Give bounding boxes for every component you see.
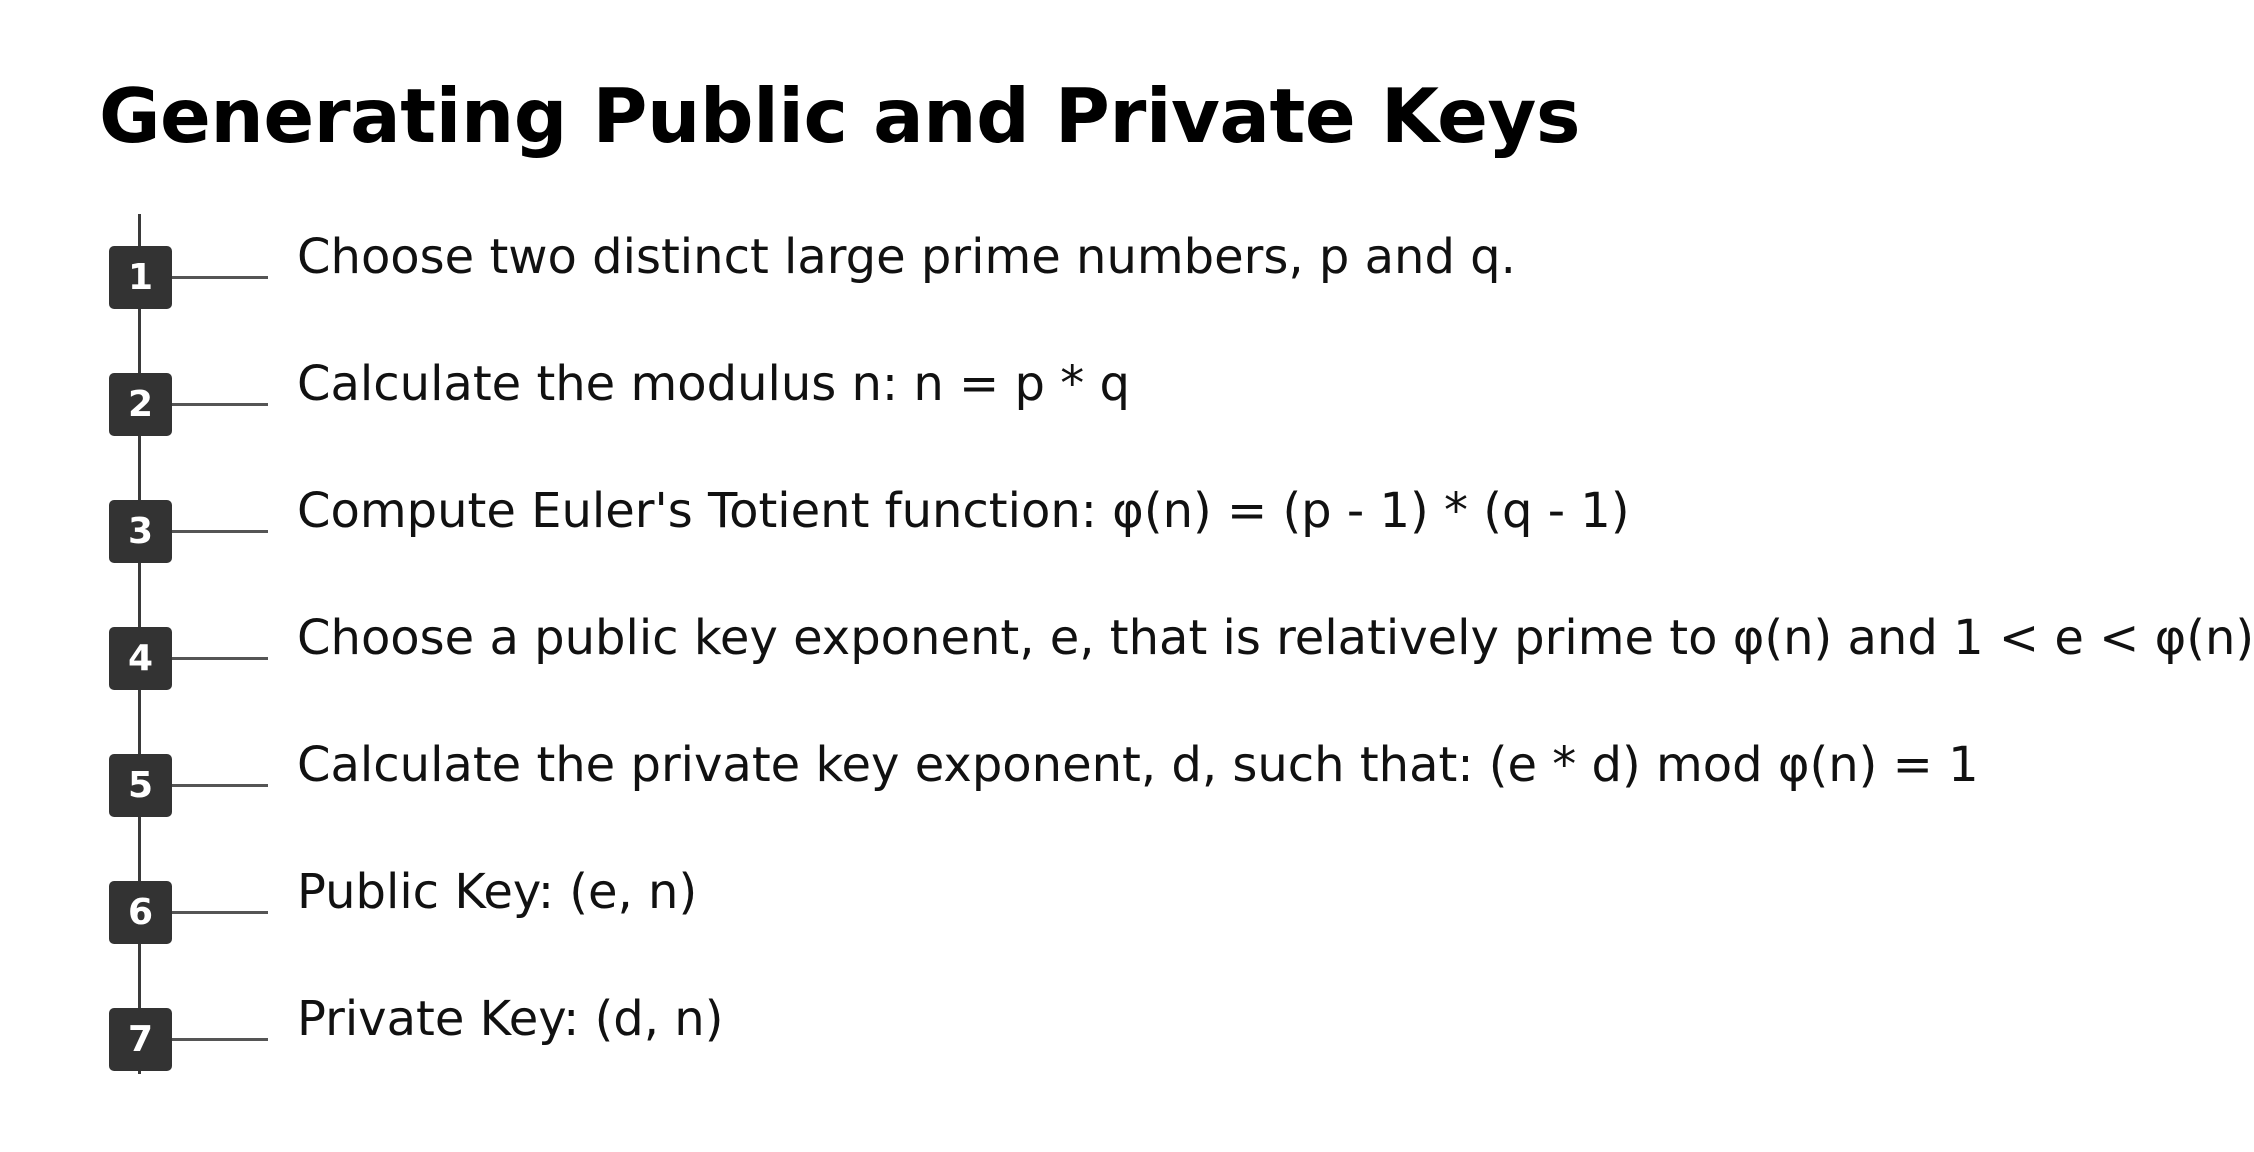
step-text: Calculate the modulus n: n = p * q xyxy=(297,356,1130,412)
step-connector xyxy=(172,403,268,406)
step-connector xyxy=(172,911,268,914)
step-2 xyxy=(0,341,2048,441)
step-4 xyxy=(0,595,2254,695)
step-connector xyxy=(172,1038,268,1041)
step-text: Compute Euler's Totient function: φ(n) = (p - 1) * (q - 1) xyxy=(297,483,1630,539)
step-text: Choose two distinct large prime numbers, p and q. xyxy=(297,229,1516,285)
step-number-badge: 7 xyxy=(109,1008,172,1071)
step-1 xyxy=(0,214,2048,314)
step-number-badge: 5 xyxy=(109,754,172,817)
slide-title: Generating Public and Private Keys xyxy=(99,72,1581,160)
step-text: Public Key: (e, n) xyxy=(297,864,698,920)
step-connector xyxy=(172,530,268,533)
step-number-badge: 4 xyxy=(109,627,172,690)
step-number-badge: 1 xyxy=(109,246,172,309)
step-text: Calculate the private key exponent, d, such that: (e * d) mod φ(n) = 1 xyxy=(297,737,1979,793)
step-number-badge: 6 xyxy=(109,881,172,944)
step-connector xyxy=(172,784,268,787)
step-number-badge: 3 xyxy=(109,500,172,563)
step-connector xyxy=(172,276,268,279)
step-5 xyxy=(0,722,2048,822)
step-number-badge: 2 xyxy=(109,373,172,436)
step-6 xyxy=(0,849,2048,949)
step-connector xyxy=(172,657,268,660)
step-7 xyxy=(0,976,2048,1076)
step-text: Choose a public key exponent, e, that is relatively prime to φ(n) and 1 < e < φ(n) xyxy=(297,610,2254,666)
step-text: Private Key: (d, n) xyxy=(297,991,724,1047)
step-3 xyxy=(0,468,2048,568)
